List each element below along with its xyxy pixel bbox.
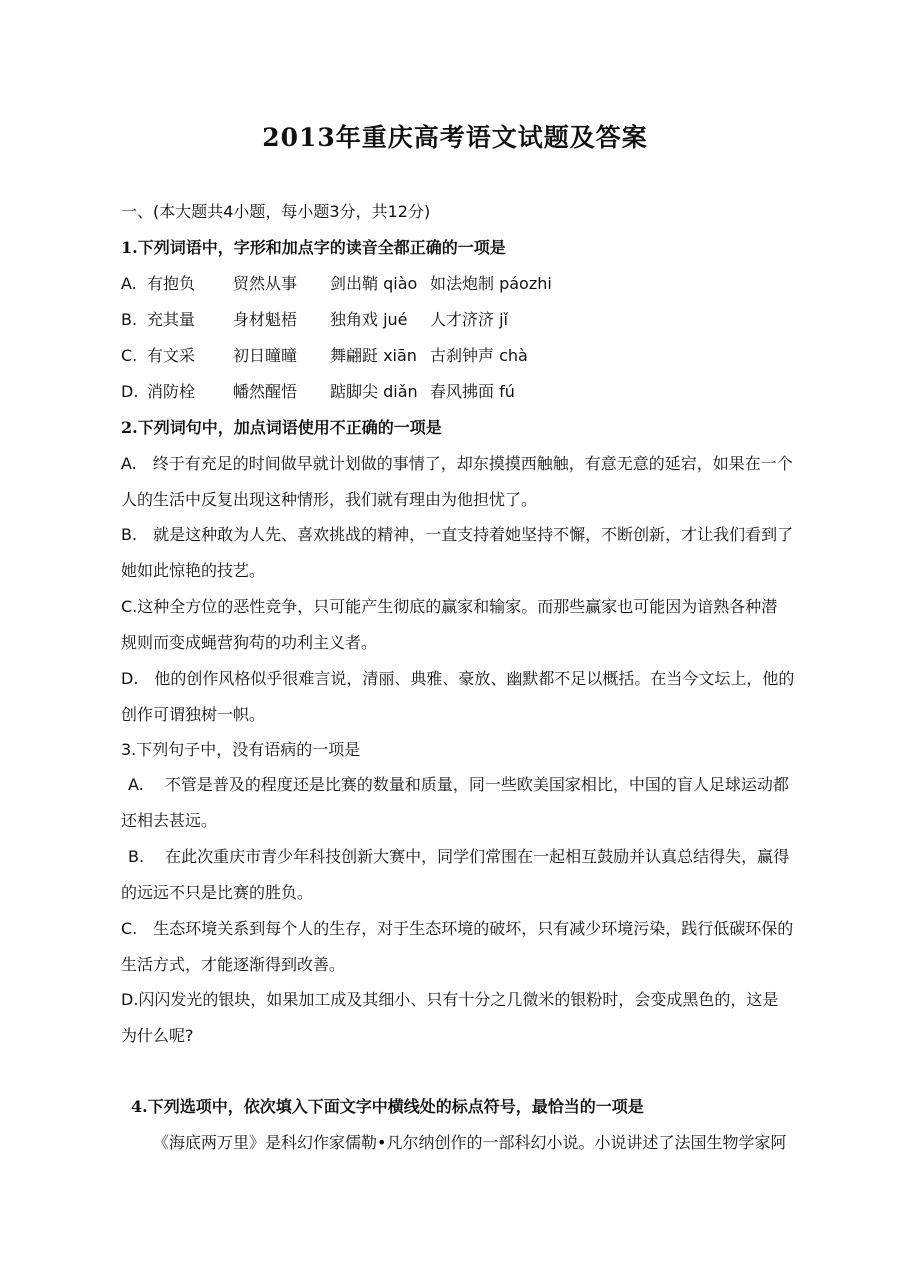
question-2-option-c-cont: 规则而变成蝇营狗苟的功利主义者。 [121, 633, 378, 652]
option-word: 春风拂面 fú [430, 382, 515, 401]
question-3-option-b: B. 在此次重庆市青少年科技创新大赛中，同学们常围在一起相互鼓励并认真总结得失，赢得 [128, 847, 790, 866]
option-label: D. [121, 382, 139, 401]
option-word: 人才济济 jǐ [430, 310, 508, 329]
option-word: 古刹钟声 chà [430, 346, 528, 365]
question-3-option-a: A. 不管是普及的程度还是比赛的数量和质量，同一些欧美国家相比，中国的盲人足球运动都 [128, 775, 789, 794]
question-3-option-d-cont: 为什么呢? [121, 1026, 194, 1045]
question-3-option-c: C. 生态环境关系到每个人的生存，对于生态环境的破坏，只有减少环境污染，践行低碳环保的 [121, 919, 794, 938]
question-3-option-c-cont: 生活方式，才能逐渐得到改善。 [121, 955, 346, 974]
option-word: 身材魁梧 [233, 310, 298, 329]
option-word: 贸然从事 [233, 274, 298, 293]
option-label: B. [121, 310, 138, 329]
option-word: 踮脚尖 diǎn [330, 382, 418, 401]
option-label: A. [121, 274, 137, 293]
section-heading: 一、(本大题共4小题，每小题3分，共12分) [121, 202, 431, 221]
option-word: 有文采 [147, 346, 196, 365]
option-word: 初日曈曈 [233, 346, 298, 365]
question-3-option-d: D.闪闪发光的银块，如果加工成及其细小、只有十分之几微米的银粉时，会变成黑色的，这是 [121, 990, 779, 1009]
question-2-option-a: A. 终于有充足的时间做早就计划做的事情了，却东摸摸西触触，有意无意的延宕，如果在一个 [121, 454, 793, 473]
question-1-stem: 1.下列词语中，字形和加点字的读音全都正确的一项是 [121, 238, 506, 257]
question-4-passage: 《海底两万里》是科幻作家儒勒•凡尔纳创作的一部科幻小说。小说讲述了法国生物学家阿 [153, 1133, 787, 1152]
question-2-option-d: D. 他的创作风格似乎很难言说，清丽、典雅、豪放、幽默都不足以概括。在当今文坛上，他的 [121, 669, 795, 688]
question-4-stem: 4.下列选项中，依次填入下面文字中横线处的标点符号，最恰当的一项是 [131, 1097, 644, 1116]
question-3-option-a-cont: 还相去甚远。 [121, 811, 218, 830]
option-word: 舞翩跹 xiān [330, 346, 417, 365]
option-word: 有抱负 [147, 274, 196, 293]
option-word: 如法炮制 páozhi [430, 274, 552, 293]
page-title: 2013年重庆高考语文试题及答案 [262, 123, 648, 152]
option-word: 充其量 [147, 310, 196, 329]
question-3-option-b-cont: 的远远不只是比赛的胜负。 [121, 883, 314, 902]
question-2-option-a-cont: 人的生活中反复出现这种情形，我们就有理由为他担忧了。 [121, 490, 538, 509]
question-2-stem: 2.下列词句中，加点词语使用不正确的一项是 [121, 418, 442, 437]
option-word: 消防栓 [147, 382, 196, 401]
option-word: 剑出鞘 qiào [330, 274, 418, 293]
option-word: 幡然醒悟 [233, 382, 298, 401]
question-2-option-b: B. 就是这种敢为人先、喜欢挑战的精神，一直支持着她坚持不懈，不断创新，才让我们看到了 [121, 525, 794, 544]
option-word: 独角戏 jué [330, 310, 408, 329]
question-3-stem: 3.下列句子中，没有语病的一项是 [121, 740, 361, 759]
option-label: C. [121, 346, 138, 365]
question-2-option-d-cont: 创作可谓独树一帜。 [121, 705, 266, 724]
question-2-option-b-cont: 她如此惊艳的技艺。 [121, 561, 266, 580]
question-2-option-c: C.这种全方位的恶性竞争，只可能产生彻底的赢家和输家。而那些赢家也可能因为谙熟各种潜 [121, 597, 778, 616]
